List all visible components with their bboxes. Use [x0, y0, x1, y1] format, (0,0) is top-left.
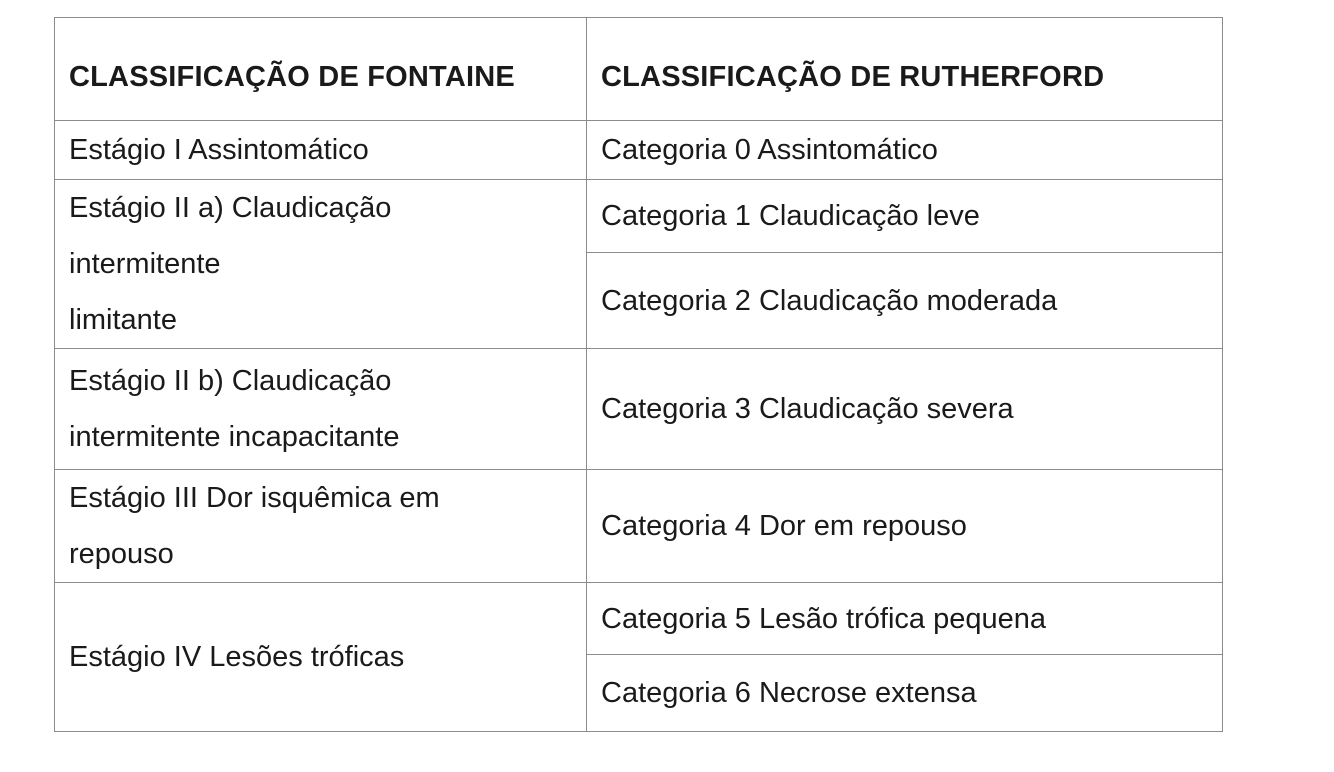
header-fontaine: CLASSIFICAÇÃO DE FONTAINE — [55, 18, 587, 121]
rutherford-category-cell: Categoria 1 Claudicação leve — [587, 180, 1223, 253]
table-row — [55, 349, 1223, 470]
rutherford-category-cell: Categoria 5 Lesão trófica pequena — [587, 583, 1223, 655]
table-row — [55, 470, 1223, 583]
table-row — [55, 180, 1223, 253]
fontaine-stage-cell: Estágio I Assintomático — [55, 121, 587, 180]
table-row — [55, 583, 1223, 655]
rutherford-category-cell: Categoria 4 Dor em repouso — [587, 470, 1223, 583]
fontaine-stage-cell: Estágio IV Lesões tróficas — [55, 583, 587, 732]
fontaine-stage-cell: Estágio II b) Claudicação intermitente incapacitante — [55, 349, 587, 470]
rutherford-category-cell: Categoria 6 Necrose extensa — [587, 655, 1223, 732]
fontaine-stage-cell: Estágio III Dor isquêmica em repouso — [55, 470, 587, 583]
table-header-row — [55, 18, 1223, 121]
table-row — [55, 121, 1223, 180]
header-rutherford: CLASSIFICAÇÃO DE RUTHERFORD — [587, 18, 1223, 121]
rutherford-category-cell: Categoria 2 Claudicação moderada — [587, 253, 1223, 349]
classification-table — [54, 17, 1223, 732]
rutherford-category-cell: Categoria 0 Assintomático — [587, 121, 1223, 180]
fontaine-stage-cell: Estágio II a) Claudicação intermitente limitante — [55, 180, 587, 349]
rutherford-category-cell: Categoria 3 Claudicação severa — [587, 349, 1223, 470]
